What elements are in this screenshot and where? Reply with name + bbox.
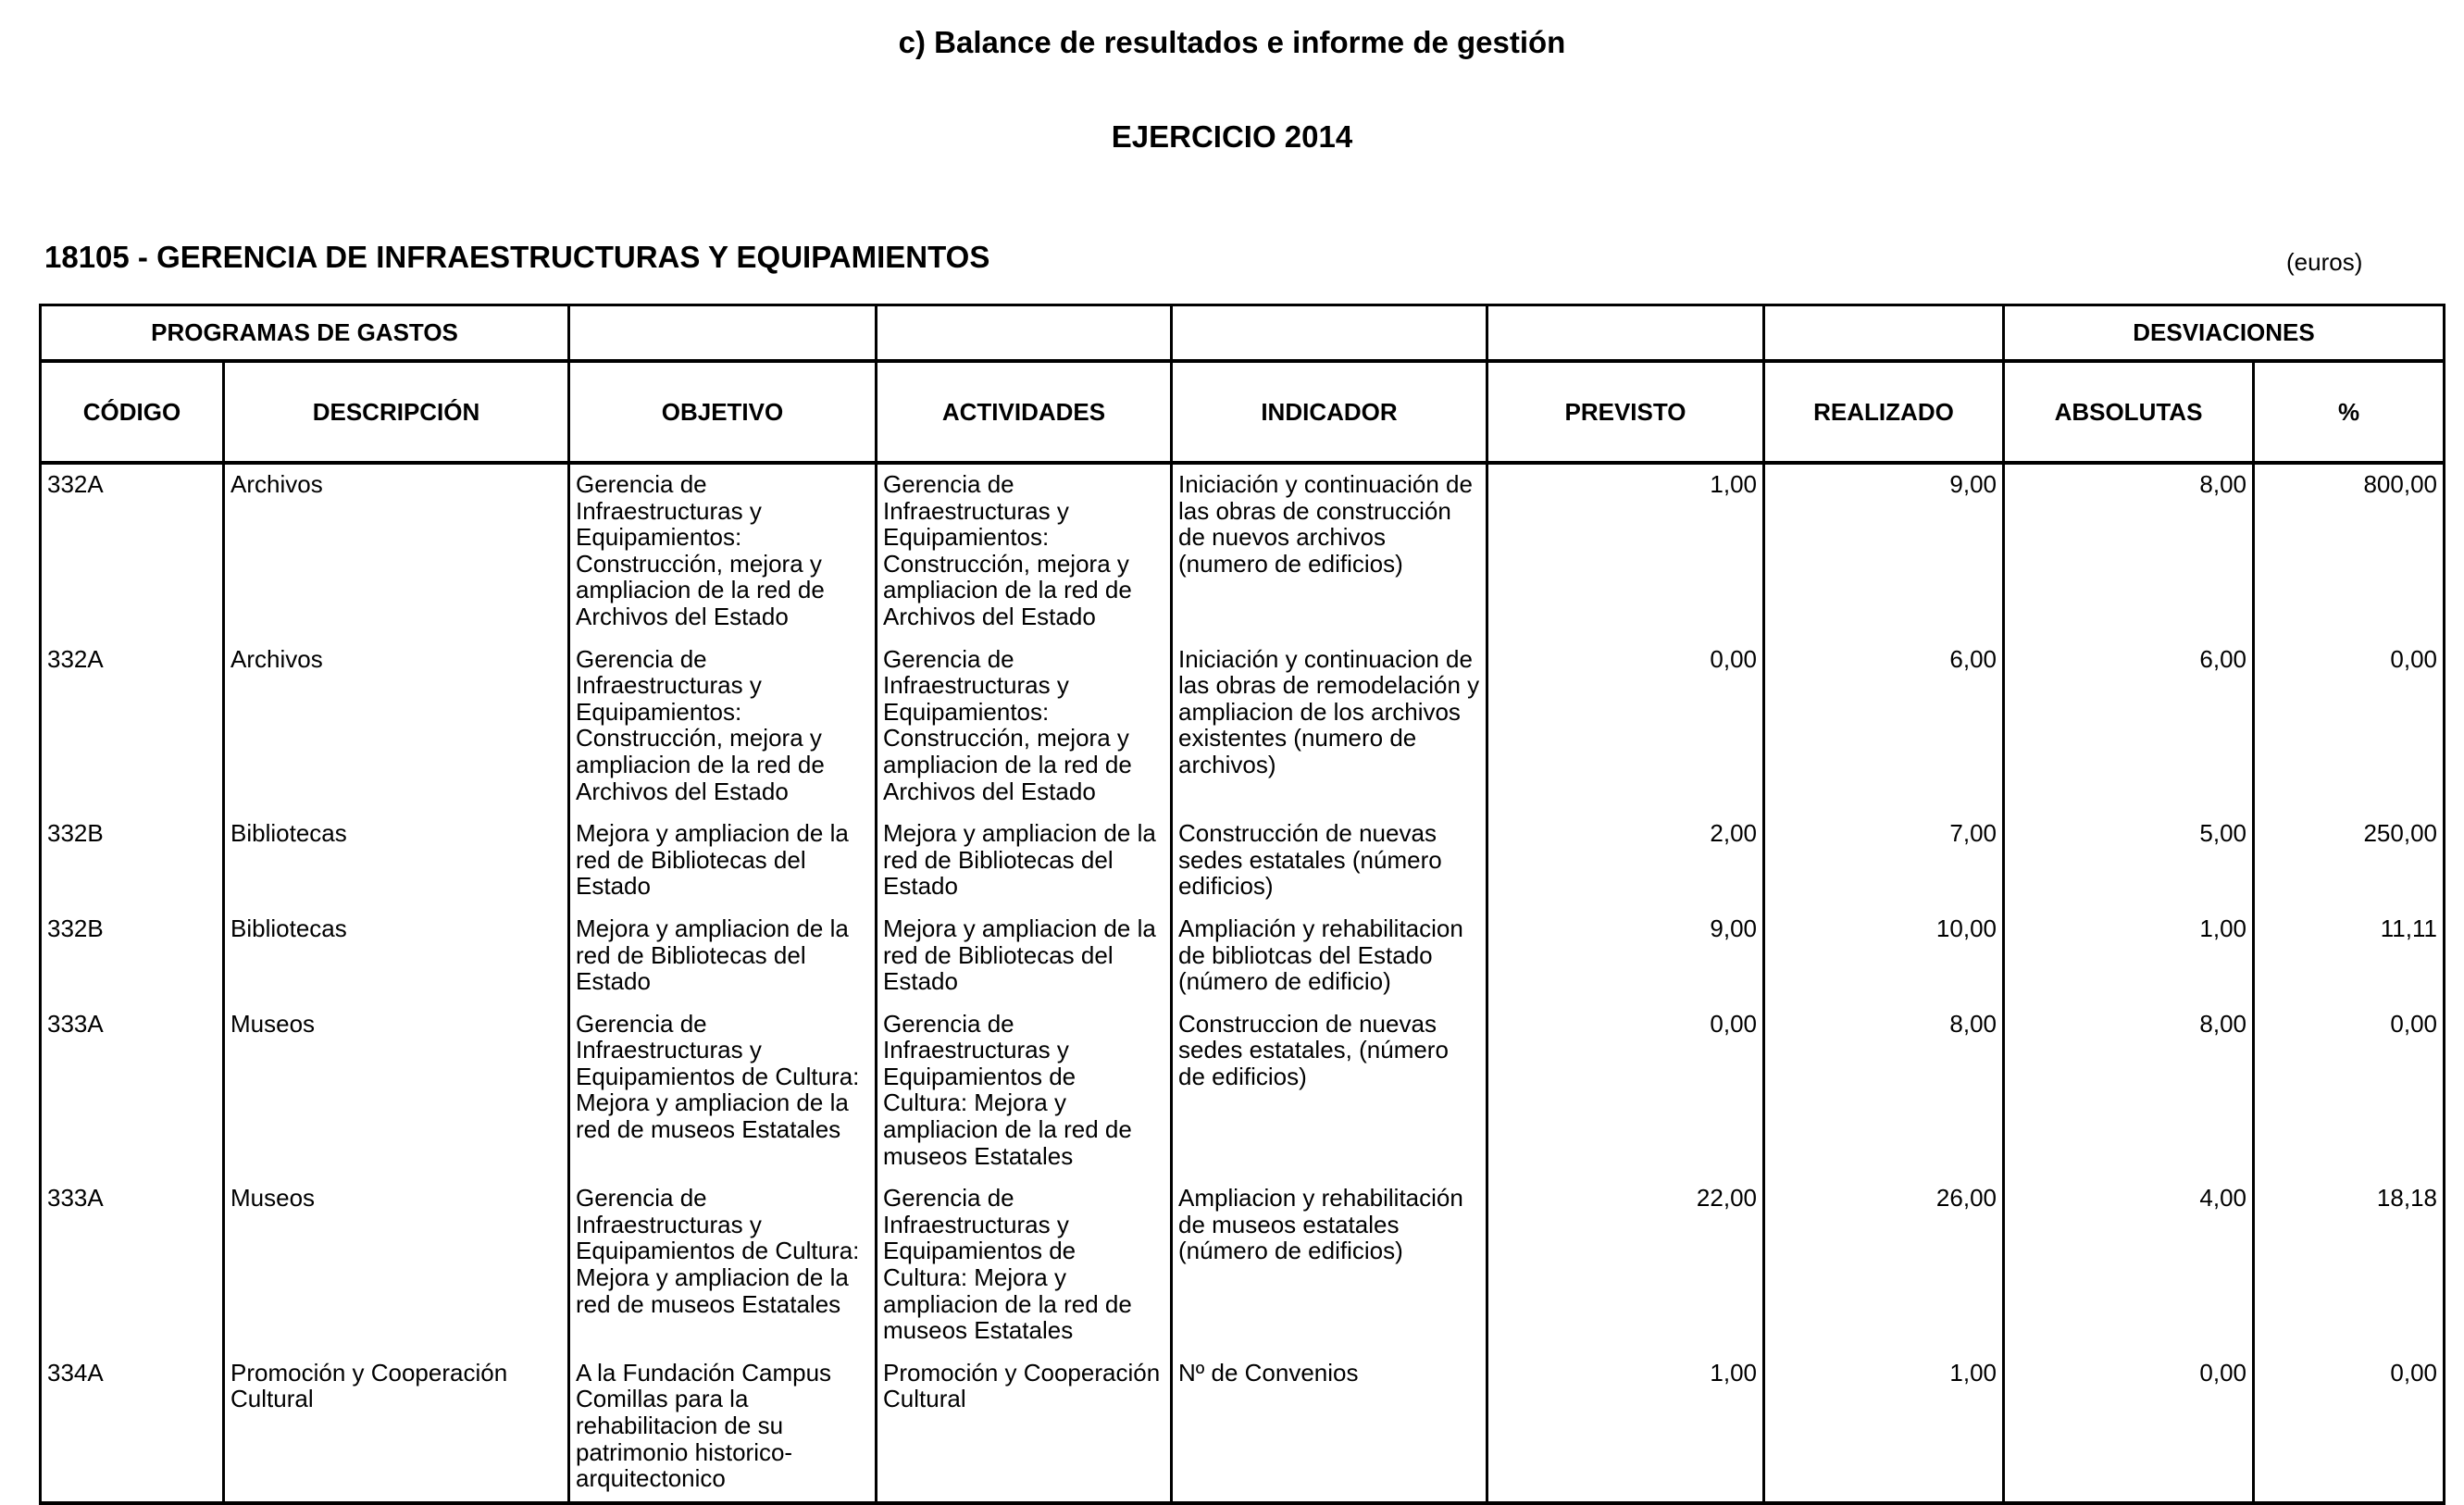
cell-codigo: 332A	[41, 640, 224, 815]
cell-actividades: Promoción y Cooperación Cultural	[877, 1353, 1172, 1503]
group-header-programas: PROGRAMAS DE GASTOS	[41, 305, 569, 362]
cell-indicador: Construcción de nuevas sedes estatales (número edificios)	[1172, 814, 1487, 909]
group-header-row	[41, 305, 2445, 362]
group-header-blank	[877, 305, 1172, 362]
cell-absolutas: 5,00	[2004, 814, 2254, 909]
group-header-blank	[1764, 305, 2004, 362]
cell-descripcion: Museos	[224, 1178, 569, 1353]
entity-heading: 18105 - GERENCIA DE INFRAESTRUCTURAS Y EQUIPAMIENTOS	[44, 240, 990, 274]
group-header-blank	[569, 305, 877, 362]
cell-absolutas: 8,00	[2004, 1004, 2254, 1179]
cell-indicador: Nº de Convenios	[1172, 1353, 1487, 1503]
cell-absolutas: 8,00	[2004, 463, 2254, 640]
cell-absolutas: 0,00	[2004, 1353, 2254, 1503]
column-header-absolutas: ABSOLUTAS	[2004, 361, 2254, 463]
cell-indicador: Ampliacion y rehabilitación de museos estatales (número de edificios)	[1172, 1178, 1487, 1353]
cell-codigo: 332B	[41, 909, 224, 1004]
group-header-blank	[1172, 305, 1487, 362]
cell-codigo: 332B	[41, 814, 224, 909]
cell-realizado: 8,00	[1764, 1004, 2004, 1179]
table-row	[41, 1178, 2445, 1353]
group-header-desviaciones: DESVIACIONES	[2004, 305, 2445, 362]
cell-realizado: 7,00	[1764, 814, 2004, 909]
cell-actividades: Gerencia de Infraestructuras y Equipamientos: Construcción, mejora y ampliacion de la red de Archivos del Estado	[877, 640, 1172, 815]
cell-absolutas: 1,00	[2004, 909, 2254, 1004]
cell-previsto: 0,00	[1487, 640, 1764, 815]
cell-actividades: Mejora y ampliacion de la red de Bibliotecas del Estado	[877, 814, 1172, 909]
cell-realizado: 26,00	[1764, 1178, 2004, 1353]
cell-descripcion: Promoción y Cooperación Cultural	[224, 1353, 569, 1503]
cell-porcentaje: 18,18	[2254, 1178, 2445, 1353]
cell-indicador: Iniciación y continuacion de las obras de remodelación y ampliacion de los archivos existentes (numero de archivos)	[1172, 640, 1487, 815]
units-label: (euros)	[2286, 248, 2363, 276]
cell-codigo: 334A	[41, 1353, 224, 1503]
cell-codigo: 333A	[41, 1004, 224, 1179]
cell-descripcion: Bibliotecas	[224, 814, 569, 909]
cell-porcentaje: 0,00	[2254, 640, 2445, 815]
table-row	[41, 463, 2445, 640]
cell-realizado: 6,00	[1764, 640, 2004, 815]
cell-descripcion: Archivos	[224, 463, 569, 640]
cell-indicador: Construccion de nuevas sedes estatales, (número de edificios)	[1172, 1004, 1487, 1179]
table-row	[41, 909, 2445, 1004]
cell-descripcion: Bibliotecas	[224, 909, 569, 1004]
cell-previsto: 9,00	[1487, 909, 1764, 1004]
table-row	[41, 640, 2445, 815]
cell-porcentaje: 800,00	[2254, 463, 2445, 640]
cell-actividades: Gerencia de Infraestructuras y Equipamientos de Cultura: Mejora y ampliacion de la red de museos Estatales	[877, 1178, 1172, 1353]
cell-descripcion: Museos	[224, 1004, 569, 1179]
table-row	[41, 1353, 2445, 1503]
cell-descripcion: Archivos	[224, 640, 569, 815]
column-header-row	[41, 361, 2445, 463]
cell-porcentaje: 0,00	[2254, 1004, 2445, 1179]
cell-objetivo: Gerencia de Infraestructuras y Equipamientos: Construcción, mejora y ampliacion de la red de Archivos del Estado	[569, 463, 877, 640]
cell-previsto: 1,00	[1487, 463, 1764, 640]
cell-objetivo: A la Fundación Campus Comillas para la rehabilitacion de su patrimonio historico-arquitectonico	[569, 1353, 877, 1503]
cell-objetivo: Mejora y ampliacion de la red de Bibliotecas del Estado	[569, 814, 877, 909]
column-header-objetivo: OBJETIVO	[569, 361, 877, 463]
column-header-previsto: PREVISTO	[1487, 361, 1764, 463]
cell-porcentaje: 250,00	[2254, 814, 2445, 909]
table-row	[41, 814, 2445, 909]
table-row	[41, 1004, 2445, 1179]
cell-absolutas: 4,00	[2004, 1178, 2254, 1353]
cell-actividades: Mejora y ampliacion de la red de Bibliotecas del Estado	[877, 909, 1172, 1004]
cell-codigo: 332A	[41, 463, 224, 640]
document-title: c) Balance de resultados e informe de gestión	[898, 25, 1566, 59]
cell-realizado: 9,00	[1764, 463, 2004, 640]
column-header-porcentaje: %	[2254, 361, 2445, 463]
group-header-blank	[1487, 305, 1764, 362]
column-header-actividades: ACTIVIDADES	[877, 361, 1172, 463]
cell-codigo: 333A	[41, 1178, 224, 1353]
cell-objetivo: Gerencia de Infraestructuras y Equipamientos: Construcción, mejora y ampliacion de la red de Archivos del Estado	[569, 640, 877, 815]
cell-objetivo: Gerencia de Infraestructuras y Equipamientos de Cultura: Mejora y ampliacion de la red de museos Estatales	[569, 1178, 877, 1353]
cell-porcentaje: 11,11	[2254, 909, 2445, 1004]
cell-realizado: 1,00	[1764, 1353, 2004, 1503]
cell-previsto: 1,00	[1487, 1353, 1764, 1503]
cell-actividades: Gerencia de Infraestructuras y Equipamientos: Construcción, mejora y ampliacion de la red de Archivos del Estado	[877, 463, 1172, 640]
column-header-descripcion: DESCRIPCIÓN	[224, 361, 569, 463]
cell-actividades: Gerencia de Infraestructuras y Equipamientos de Cultura: Mejora y ampliacion de la red de museos Estatales	[877, 1004, 1172, 1179]
cell-previsto: 2,00	[1487, 814, 1764, 909]
document-subtitle: EJERCICIO 2014	[1111, 119, 1353, 154]
column-header-realizado: REALIZADO	[1764, 361, 2004, 463]
cell-objetivo: Gerencia de Infraestructuras y Equipamientos de Cultura: Mejora y ampliacion de la red de museos Estatales	[569, 1004, 877, 1179]
cell-indicador: Ampliación y rehabilitacion de bibliotcas del Estado (número de edificio)	[1172, 909, 1487, 1004]
column-header-codigo: CÓDIGO	[41, 361, 224, 463]
cell-previsto: 22,00	[1487, 1178, 1764, 1353]
cell-porcentaje: 0,00	[2254, 1353, 2445, 1503]
cell-indicador: Iniciación y continuación de las obras de construcción de nuevos archivos (numero de edificios)	[1172, 463, 1487, 640]
column-header-indicador: INDICADOR	[1172, 361, 1487, 463]
cell-objetivo: Mejora y ampliacion de la red de Bibliotecas del Estado	[569, 909, 877, 1004]
cell-absolutas: 6,00	[2004, 640, 2254, 815]
results-table	[39, 304, 2445, 1505]
cell-realizado: 10,00	[1764, 909, 2004, 1004]
cell-previsto: 0,00	[1487, 1004, 1764, 1179]
